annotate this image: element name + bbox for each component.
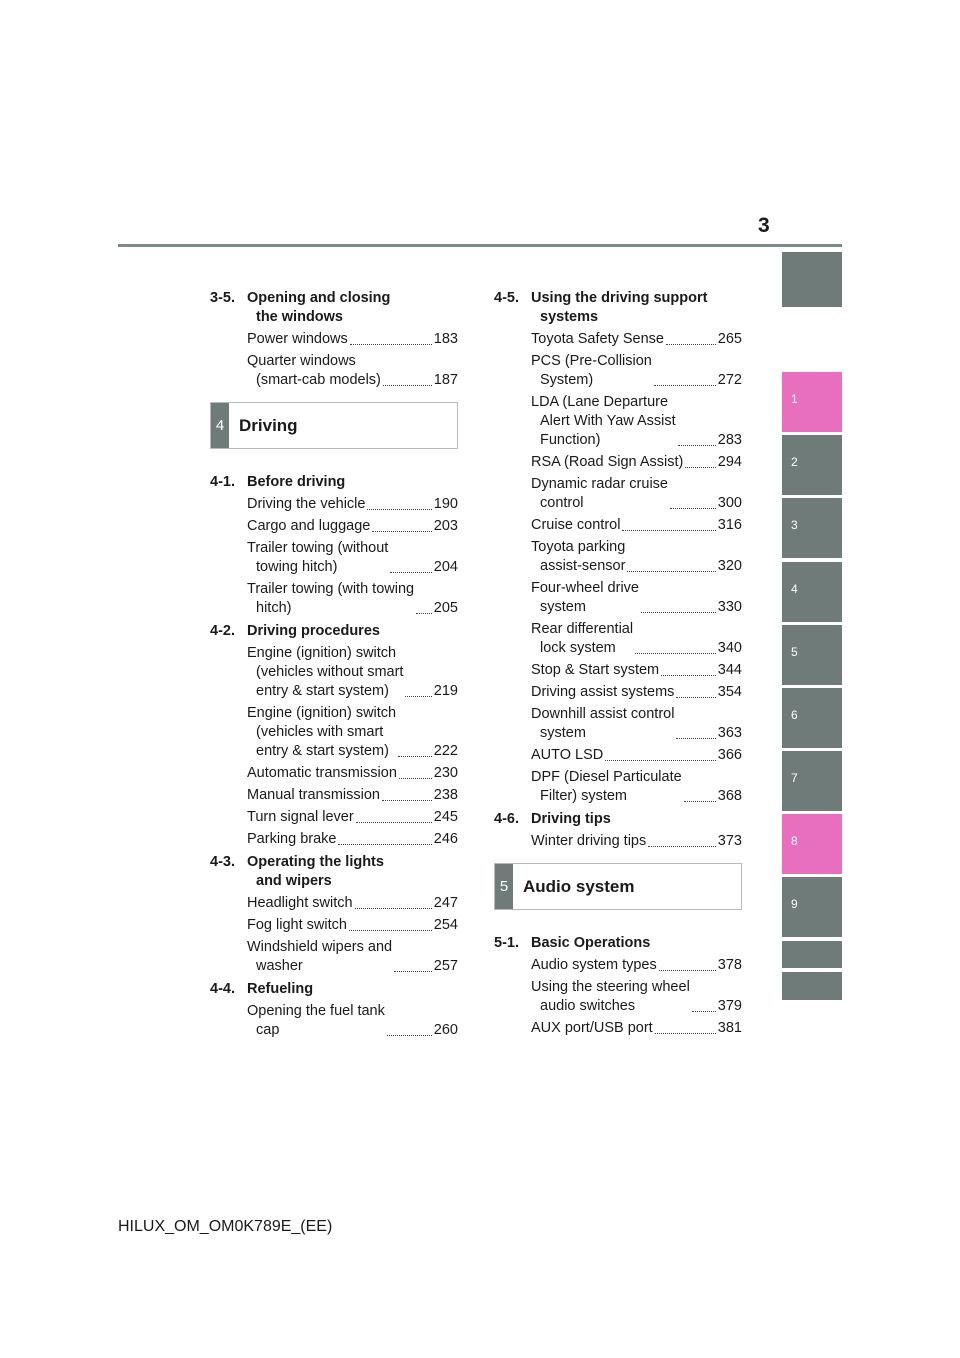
leader-dots xyxy=(356,822,432,823)
section-title: Basic Operations xyxy=(531,935,651,951)
entry-label: Driving the vehicle xyxy=(247,496,366,512)
leader-dots xyxy=(355,908,432,909)
leader-dots xyxy=(666,344,716,345)
entry-page: 272 xyxy=(717,372,742,388)
chapter-tab-label: 4 xyxy=(791,582,798,596)
chapter-tab-1[interactable] xyxy=(782,372,842,432)
entry-page: 245 xyxy=(433,809,458,825)
entry-page: 257 xyxy=(433,958,458,974)
section-title: Driving tips xyxy=(531,811,611,827)
chapter-tab-9[interactable] xyxy=(782,877,842,937)
chapter-title: Audio system xyxy=(523,877,635,896)
entry-page: 363 xyxy=(717,725,742,741)
leader-dots xyxy=(367,509,431,510)
toc-entry[interactable] xyxy=(531,705,742,743)
toc-left-column xyxy=(210,285,458,1040)
entry-page: 219 xyxy=(433,683,458,699)
entry-page: 354 xyxy=(717,684,742,700)
toc-entry[interactable] xyxy=(531,330,742,349)
entry-page: 247 xyxy=(433,895,458,911)
chapter-tab-8[interactable] xyxy=(782,814,842,874)
entry-page: 183 xyxy=(433,331,458,347)
toc-entry[interactable] xyxy=(531,683,742,702)
section-title xyxy=(531,289,707,327)
entry-label: AUX port/USB port xyxy=(531,1020,653,1036)
toc-entry[interactable] xyxy=(247,894,458,913)
entry-label: Manual transmission xyxy=(247,787,380,803)
entry-label-line: towing hitch) xyxy=(256,559,338,575)
entry-page: 294 xyxy=(717,454,742,470)
leader-dots xyxy=(648,846,716,847)
entry-label-line: entry & start system) xyxy=(256,743,389,759)
entry-page: 254 xyxy=(433,917,458,933)
toc-entry[interactable] xyxy=(247,1002,458,1040)
entry-page: 204 xyxy=(433,559,458,575)
toc-section-5-1 xyxy=(494,934,742,953)
leader-dots xyxy=(684,801,716,802)
section-number: 4-3. xyxy=(210,854,235,870)
leader-dots xyxy=(654,385,716,386)
leader-dots xyxy=(605,760,716,761)
toc-entry[interactable] xyxy=(247,517,458,536)
entry-label: Cruise control xyxy=(531,517,621,533)
entry-label-line: Engine (ignition) switch xyxy=(247,705,397,721)
entry-label xyxy=(531,475,668,513)
section-title: Before driving xyxy=(247,474,346,490)
section-title-line: Using the driving support xyxy=(531,290,708,306)
chapter-tab-3[interactable] xyxy=(782,498,842,558)
toc-section-4-5 xyxy=(494,289,742,327)
entry-label xyxy=(531,978,690,1016)
toc-entry[interactable] xyxy=(247,539,458,577)
entry-label-line: Downhill assist control xyxy=(531,706,675,722)
entry-label-line: LDA (Lane Departure xyxy=(531,394,669,410)
leader-dots xyxy=(676,738,715,739)
entry-page: 316 xyxy=(717,517,742,533)
section-title-line: the windows xyxy=(256,309,343,325)
entry-label xyxy=(247,1002,385,1040)
leader-dots xyxy=(372,531,431,532)
entry-page: 205 xyxy=(433,600,458,616)
entry-page: 260 xyxy=(433,1022,458,1038)
leader-dots xyxy=(661,675,716,676)
toc-entry[interactable] xyxy=(247,644,458,701)
toc-entry[interactable] xyxy=(531,352,742,390)
entry-label xyxy=(247,704,396,761)
entry-label xyxy=(247,352,381,390)
chapter-tab-label: 9 xyxy=(791,897,798,911)
toc-section-4-3 xyxy=(210,853,458,891)
toc-section-4-4 xyxy=(210,980,458,999)
entry-label xyxy=(531,620,633,658)
entry-label-line: cap xyxy=(256,1022,280,1038)
entry-label-line: Rear differential xyxy=(531,621,634,637)
entry-label-line: Quarter windows xyxy=(247,353,356,369)
section-title: Refueling xyxy=(247,981,314,997)
leader-dots xyxy=(622,530,715,531)
entry-label: Headlight switch xyxy=(247,895,353,911)
section-title xyxy=(247,853,384,891)
section-number: 3-5. xyxy=(210,290,235,306)
entry-page: 373 xyxy=(717,833,742,849)
entry-label xyxy=(531,393,676,450)
toc-entry[interactable] xyxy=(247,704,458,761)
entry-page: 366 xyxy=(717,747,742,763)
entry-label: Automatic transmission xyxy=(247,765,397,781)
leader-dots xyxy=(692,1011,716,1012)
entry-label: Toyota Safety Sense xyxy=(531,331,664,347)
chapter-tab-label: 8 xyxy=(791,834,798,848)
chapter-number: 4 xyxy=(211,403,229,448)
section-title xyxy=(247,289,390,327)
leader-dots xyxy=(338,844,431,845)
entry-label xyxy=(247,644,403,701)
entry-label-line: entry & start system) xyxy=(256,683,389,699)
leader-dots xyxy=(678,445,716,446)
leader-dots xyxy=(685,467,715,468)
leader-dots xyxy=(383,385,432,386)
entry-label-line: Filter) system xyxy=(540,788,627,804)
entry-page: 330 xyxy=(717,599,742,615)
section-number: 4-2. xyxy=(210,623,235,639)
toc-entry[interactable] xyxy=(247,916,458,935)
entry-label-line: Trailer towing (without xyxy=(247,540,389,556)
entry-label-line: system xyxy=(540,725,586,741)
chapter-title: Driving xyxy=(239,416,298,435)
entry-label xyxy=(531,705,674,743)
entry-label: Parking brake xyxy=(247,831,337,847)
entry-label: Cargo and luggage xyxy=(247,518,371,534)
entry-page: 187 xyxy=(433,372,458,388)
chapter-tab-label: 7 xyxy=(791,771,798,785)
entry-label-line: hitch) xyxy=(256,600,292,616)
entry-page: 238 xyxy=(433,787,458,803)
entry-label-line: system xyxy=(540,599,586,615)
leader-dots xyxy=(635,653,716,654)
entry-page: 203 xyxy=(433,518,458,534)
entry-label-line: System) xyxy=(540,372,594,388)
toc-entry[interactable] xyxy=(247,938,458,976)
toc-entry[interactable] xyxy=(531,956,742,975)
leader-dots xyxy=(416,613,432,614)
entry-label-line: PCS (Pre-Collision xyxy=(531,353,652,369)
entry-page: 190 xyxy=(433,496,458,512)
toc-entry[interactable] xyxy=(531,768,742,806)
chapter-heading-driving xyxy=(210,402,458,449)
leader-dots xyxy=(394,971,432,972)
chapter-tab-label: 6 xyxy=(791,708,798,722)
entry-label-line: control xyxy=(540,495,584,511)
leader-dots xyxy=(659,970,716,971)
toc-entry[interactable] xyxy=(531,661,742,680)
chapter-number: 5 xyxy=(495,864,513,909)
toc-section-3-5 xyxy=(210,289,458,327)
leader-dots xyxy=(399,778,432,779)
entry-label: Fog light switch xyxy=(247,917,347,933)
entry-label-line: Windshield wipers and xyxy=(247,939,393,955)
toc-entry[interactable] xyxy=(531,453,742,472)
chapter-tab-label: 5 xyxy=(791,645,798,659)
toc-entry[interactable] xyxy=(531,1019,742,1038)
section-title-line: Opening and closing xyxy=(247,290,391,306)
chapter-tab-blank[interactable] xyxy=(782,252,842,307)
toc-right-column xyxy=(494,285,742,1038)
section-title-line: systems xyxy=(540,309,599,325)
toc-entry[interactable] xyxy=(247,808,458,827)
chapter-tab-2[interactable] xyxy=(782,435,842,495)
entry-label-line: Using the steering wheel xyxy=(531,979,690,995)
toc-entry[interactable] xyxy=(531,832,742,851)
entry-page: 340 xyxy=(717,640,742,656)
toc-section-4-2 xyxy=(210,622,458,641)
entry-page: 283 xyxy=(717,432,742,448)
entry-label xyxy=(531,579,639,617)
leader-dots xyxy=(627,571,715,572)
entry-label: Audio system types xyxy=(531,957,657,973)
page-number: 3 xyxy=(758,214,770,237)
chapter-heading-audio-system xyxy=(494,863,742,910)
entry-page: 300 xyxy=(717,495,742,511)
entry-label-line: Toyota parking xyxy=(531,539,626,555)
toc-entry[interactable] xyxy=(531,475,742,513)
section-number: 4-5. xyxy=(494,290,519,306)
toc-section-4-6 xyxy=(494,810,742,829)
leader-dots xyxy=(350,344,432,345)
chapter-tab-5[interactable] xyxy=(782,625,842,685)
document-code-footer: HILUX_OM_OM0K789E_(EE) xyxy=(118,1218,333,1235)
toc-entry[interactable] xyxy=(531,538,742,576)
entry-label-line: DPF (Diesel Particulate xyxy=(531,769,682,785)
leader-dots xyxy=(390,572,432,573)
section-title-line: and wipers xyxy=(256,873,332,889)
leader-dots xyxy=(676,697,715,698)
entry-label: Driving assist systems xyxy=(531,684,675,700)
entry-label-line: washer xyxy=(256,958,303,974)
entry-page: 344 xyxy=(717,662,742,678)
entry-page: 378 xyxy=(717,957,742,973)
entry-label: RSA (Road Sign Assist) xyxy=(531,454,684,470)
entry-page: 381 xyxy=(717,1020,742,1036)
leader-dots xyxy=(398,756,432,757)
chapter-tab-blank[interactable] xyxy=(782,972,842,1000)
leader-dots xyxy=(641,612,716,613)
header-rule xyxy=(118,244,842,247)
section-title: Driving procedures xyxy=(247,623,380,639)
entry-page: 320 xyxy=(717,558,742,574)
toc-entry[interactable] xyxy=(531,620,742,658)
leader-dots xyxy=(655,1033,716,1034)
toc-entry[interactable] xyxy=(247,830,458,849)
entry-label-line: Function) xyxy=(540,432,601,448)
toc-entry[interactable] xyxy=(247,764,458,783)
toc-entry[interactable] xyxy=(247,352,458,390)
entry-label-line: audio switches xyxy=(540,998,636,1014)
chapter-tab-6[interactable] xyxy=(782,688,842,748)
section-number: 5-1. xyxy=(494,935,519,951)
entry-page: 379 xyxy=(717,998,742,1014)
entry-label-line: Opening the fuel tank xyxy=(247,1003,385,1019)
toc-entry[interactable] xyxy=(531,516,742,535)
entry-label: Winter driving tips xyxy=(531,833,647,849)
entry-page: 368 xyxy=(717,788,742,804)
entry-page: 246 xyxy=(433,831,458,847)
entry-label xyxy=(531,768,682,806)
entry-label xyxy=(247,539,388,577)
entry-label xyxy=(247,580,414,618)
toc-entry[interactable] xyxy=(531,746,742,765)
entry-label-line: (vehicles without smart xyxy=(256,664,404,680)
section-title-line: Operating the lights xyxy=(247,854,384,870)
entry-label-line: Dynamic radar cruise xyxy=(531,476,668,492)
chapter-tab-4[interactable] xyxy=(782,562,842,622)
entry-label-line: Four-wheel drive xyxy=(531,580,639,596)
section-number: 4-6. xyxy=(494,811,519,827)
chapter-tab-label: 1 xyxy=(791,392,798,406)
chapter-tab-7[interactable] xyxy=(782,751,842,811)
entry-page: 222 xyxy=(433,743,458,759)
entry-label xyxy=(531,538,625,576)
entry-label-line: Alert With Yaw Assist xyxy=(540,413,676,429)
entry-label-line: Trailer towing (with towing xyxy=(247,581,415,597)
section-number: 4-1. xyxy=(210,474,235,490)
leader-dots xyxy=(382,800,432,801)
chapter-tab-label: 2 xyxy=(791,455,798,469)
entry-label-line: (smart-cab models) xyxy=(256,372,381,388)
entry-label-line: Engine (ignition) switch xyxy=(247,645,397,661)
chapter-tab-blank[interactable] xyxy=(782,941,842,968)
entry-label xyxy=(531,352,652,390)
entry-label: AUTO LSD xyxy=(531,747,604,763)
entry-page: 265 xyxy=(717,331,742,347)
toc-entry[interactable] xyxy=(531,978,742,1016)
entry-label xyxy=(247,938,392,976)
toc-entry[interactable] xyxy=(531,393,742,450)
entry-label: Power windows xyxy=(247,331,348,347)
toc-entry[interactable] xyxy=(247,495,458,514)
toc-entry[interactable] xyxy=(247,786,458,805)
entry-label-line: (vehicles with smart xyxy=(256,724,384,740)
toc-entry[interactable] xyxy=(531,579,742,617)
leader-dots xyxy=(670,508,716,509)
leader-dots xyxy=(349,930,432,931)
entry-label: Stop & Start system xyxy=(531,662,660,678)
toc-entry[interactable] xyxy=(247,580,458,618)
leader-dots xyxy=(387,1035,432,1036)
toc-entry[interactable] xyxy=(247,330,458,349)
entry-label-line: assist-sensor xyxy=(540,558,626,574)
leader-dots xyxy=(405,696,431,697)
entry-label-line: lock system xyxy=(540,640,616,656)
entry-label: Turn signal lever xyxy=(247,809,354,825)
chapter-tab-label: 3 xyxy=(791,518,798,532)
section-number: 4-4. xyxy=(210,981,235,997)
toc-section-4-1 xyxy=(210,473,458,492)
entry-page: 230 xyxy=(433,765,458,781)
